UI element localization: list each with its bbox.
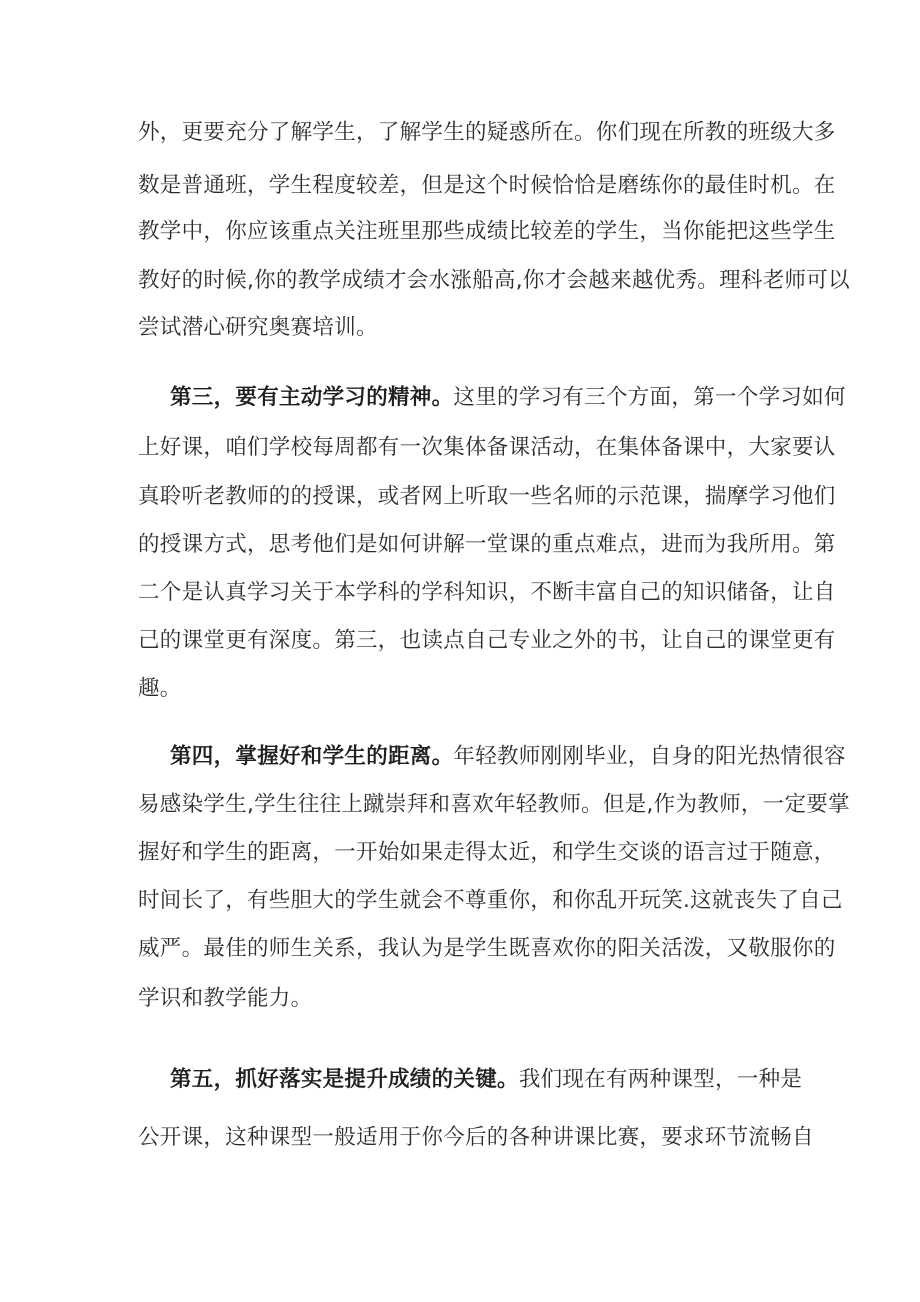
paragraph-3-first-line-rest: 年轻教师刚刚毕业，自身的阳光热情很容 (453, 744, 846, 769)
paragraph-3-line-4: 时间长了，有些胆大的学生就会不尊重你，和你乱开玩笑.这就丧失了自己 (138, 888, 843, 913)
paragraph-2-line-3: 真聆听老教师的的授课，或者网上听取一些名师的示范课，揣摩学习他们 (138, 484, 836, 509)
paragraph-1-line-1: 外，更要充分了解学生，了解学生的疑惑所在。你们现在所教的班级大多 (138, 120, 836, 145)
paragraph-3-heading: 第四，掌握好和学生的距离。 (170, 744, 454, 769)
paragraph-2-first-line (170, 383, 846, 413)
paragraph-2-line-4: 的授课方式，思考他们是如何讲解一堂课的重点难点，进而为我所用。第 (138, 532, 836, 557)
paragraph-4-first-line-rest: 我们现在有两种课型，一种是 (518, 1067, 803, 1092)
paragraph-2-line-6: 己的课堂更有深度。第三，也读点自己专业之外的书，让自己的课堂更有 (138, 628, 836, 653)
paragraph-1-line-5: 尝试潜心研究奥赛培训。 (138, 315, 378, 340)
paragraph-2-heading: 第三，要有主动学习的精神。 (170, 385, 454, 410)
paragraph-2-line-5: 二个是认真学习关于本学科的学科知识，不断丰富自己的知识储备，让自 (138, 580, 836, 605)
paragraph-2-line-7: 趣。 (138, 676, 182, 701)
paragraph-3-line-2: 易感染学生,学生往往上蹴崇拜和喜欢年轻教师。但是,作为教师，一定要掌 (138, 792, 850, 817)
paragraph-3-line-3: 握好和学生的距离，一开始如果走得太近，和学生交谈的语言过于随意， (138, 840, 836, 865)
paragraph-4-first-line (170, 1065, 803, 1095)
paragraph-4-heading: 第五，抓好落实是提升成绩的关键。 (170, 1067, 519, 1092)
paragraph-4-line-2: 公开课，这种课型一般适用于你今后的各种讲课比赛，要求环节流畅自 (138, 1125, 814, 1150)
paragraph-1-line-3: 教学中，你应该重点关注班里那些成绩比较差的学生，当你能把这些学生 (138, 219, 836, 244)
paragraph-3-line-6: 学识和教学能力。 (138, 986, 313, 1011)
paragraph-2-first-line-rest: 这里的学习有三个方面，第一个学习如何 (453, 385, 846, 410)
paragraph-3-line-5: 威严。最佳的师生关系，我认为是学生既喜欢你的阳关活泼，又敬服你的 (138, 936, 836, 961)
paragraph-2-line-2: 上好课，咱们学校每周都有一次集体备课活动，在集体备课中，大家要认 (138, 435, 836, 460)
paragraph-3-first-line (170, 742, 846, 772)
paragraph-1-line-2: 数是普通班，学生程度较差，但是这个时候恰恰是磨练你的最佳时机。在 (138, 173, 836, 198)
paragraph-1-line-4: 教好的时候,你的教学成绩才会水涨船高,你才会越来越优秀。理科老师可以 (138, 268, 850, 293)
